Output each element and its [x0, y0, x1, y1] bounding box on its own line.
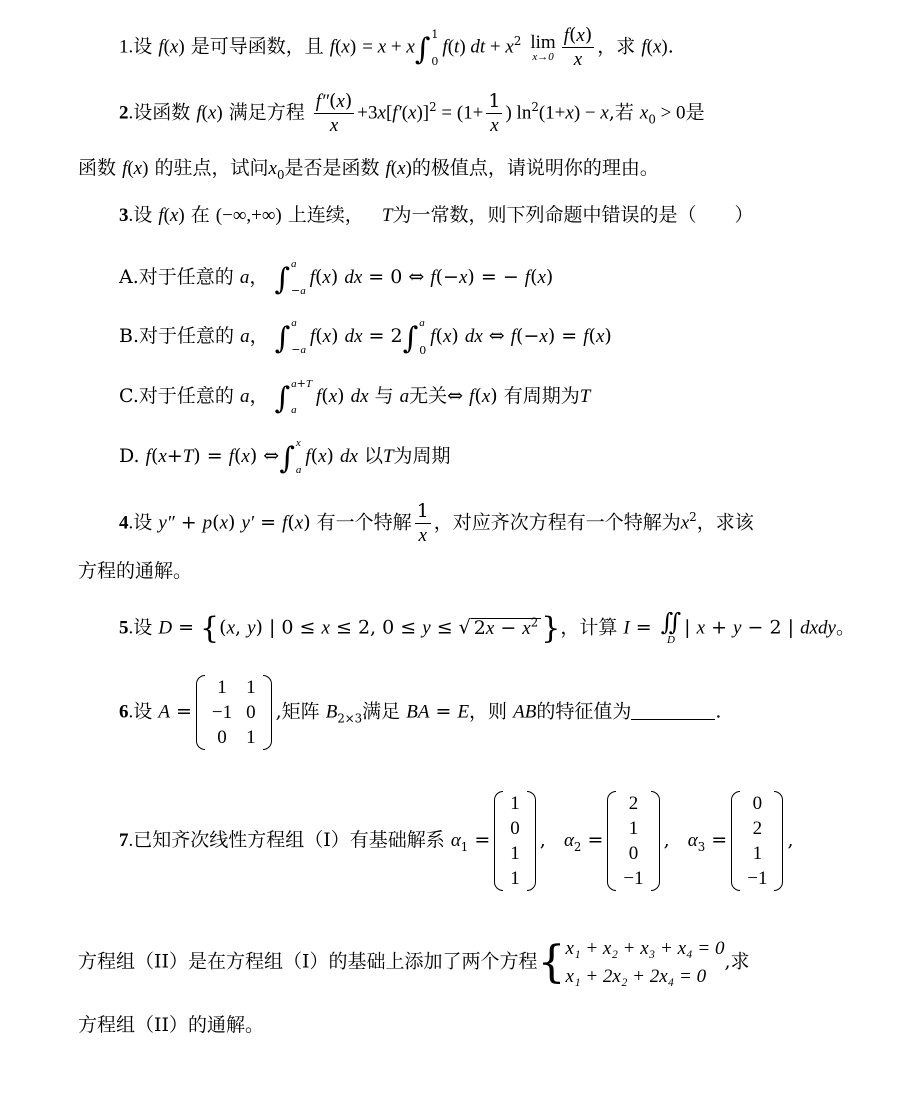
question-2: 2.设函数 f(x) 满足方程 $\frac{f''(x)}{x}$ $+3x[f'(x)]^2 = (1+$ $\frac{1}{x}$ ) $\ln^2(1+x) - x$,若 $x_0 > 0$是 [119, 90, 705, 136]
question-4-line-2: 方程的通解。 [78, 560, 193, 582]
vector-alpha-3: 0 2 1 −1 [731, 791, 783, 891]
question-5: 5.设 D = {(x, y) | 0 ≤ x ≤ 2, 0 ≤ y ≤ √ $2x - x^2$ }，计算 I = ∬ D | x + y − 2 | dxdy。 [119, 610, 855, 646]
option-c: C.对于任意的 a， ∫ a+T a f(x) dx 与 a无关⇔ f(x) 有周期为T [119, 377, 591, 416]
option-d: D. f(x+T) = f(x) ⇔∫ x a f(x) dx 以T为周期 [119, 437, 451, 476]
question-4: 4.设 y″ + p(x) y′ = f(x) 有一个特解 $\frac{1}{x}$ ，对应齐次方程有一个特解为$x^2$，求该 [119, 500, 754, 546]
option-a: A.对于任意的 a， ∫ a −a f(x) dx = 0 ⇔ f(−x) = − f(x) [119, 258, 554, 297]
question-6: 6.设 A = 1 1 −1 0 0 1 ,矩阵 $B_{2\times 3}$满足 BA = E，则 AB的特征值为 . [119, 677, 722, 748]
question-7-line-2: 方程组（II）是在方程组（I）的基础上添加了两个方程{ x₁ + x₂ + x₃ + x₄ = 0 x₁ + 2x₂ + 2x₄ = 0 ,求 [0, 935, 918, 990]
option-b: B.对于任意的 a， ∫ a −a f(x) dx = 2∫ a 0 f(x) dx ⇔ f(−x) = f(x) [119, 317, 612, 357]
question-1: 1.设 f(x) 是可导函数，且 f(x) = x + x∫ 1 0 f(t) dt + $x^2$ lim x→0 $\frac{f(x)}{x}$ ，求 f(x). [119, 24, 674, 70]
question-7: 7.已知齐次线性方程组（I）有基础解系 $\alpha_1$ = 1 0 1 1 , $\alpha_2$ = 2 1 0 −1 , $\alpha_3$ = 0 2 1 −1 , [119, 793, 794, 889]
vector-alpha-1: 1 0 1 1 [494, 791, 536, 891]
question-7-line-3: 方程组（II）的通解。 [78, 1014, 265, 1036]
matrix-a: 1 1 −1 0 0 1 [196, 675, 272, 750]
question-3: 3.设 f(x) 在 (−∞,+∞) 上连续， T为一常数，则下列命题中错误的是（ ） [119, 204, 754, 226]
equation-system: x₁ + x₂ + x₃ + x₄ = 0 x₁ + 2x₂ + 2x₄ = 0 [565, 938, 725, 987]
vector-alpha-2: 2 1 0 −1 [607, 791, 659, 891]
answer-blank [631, 719, 715, 720]
question-2-line-2: 函数 f(x) 的驻点，试问$x_0$是否是函数 f(x)的极值点，请说明你的理由。 [78, 157, 659, 182]
